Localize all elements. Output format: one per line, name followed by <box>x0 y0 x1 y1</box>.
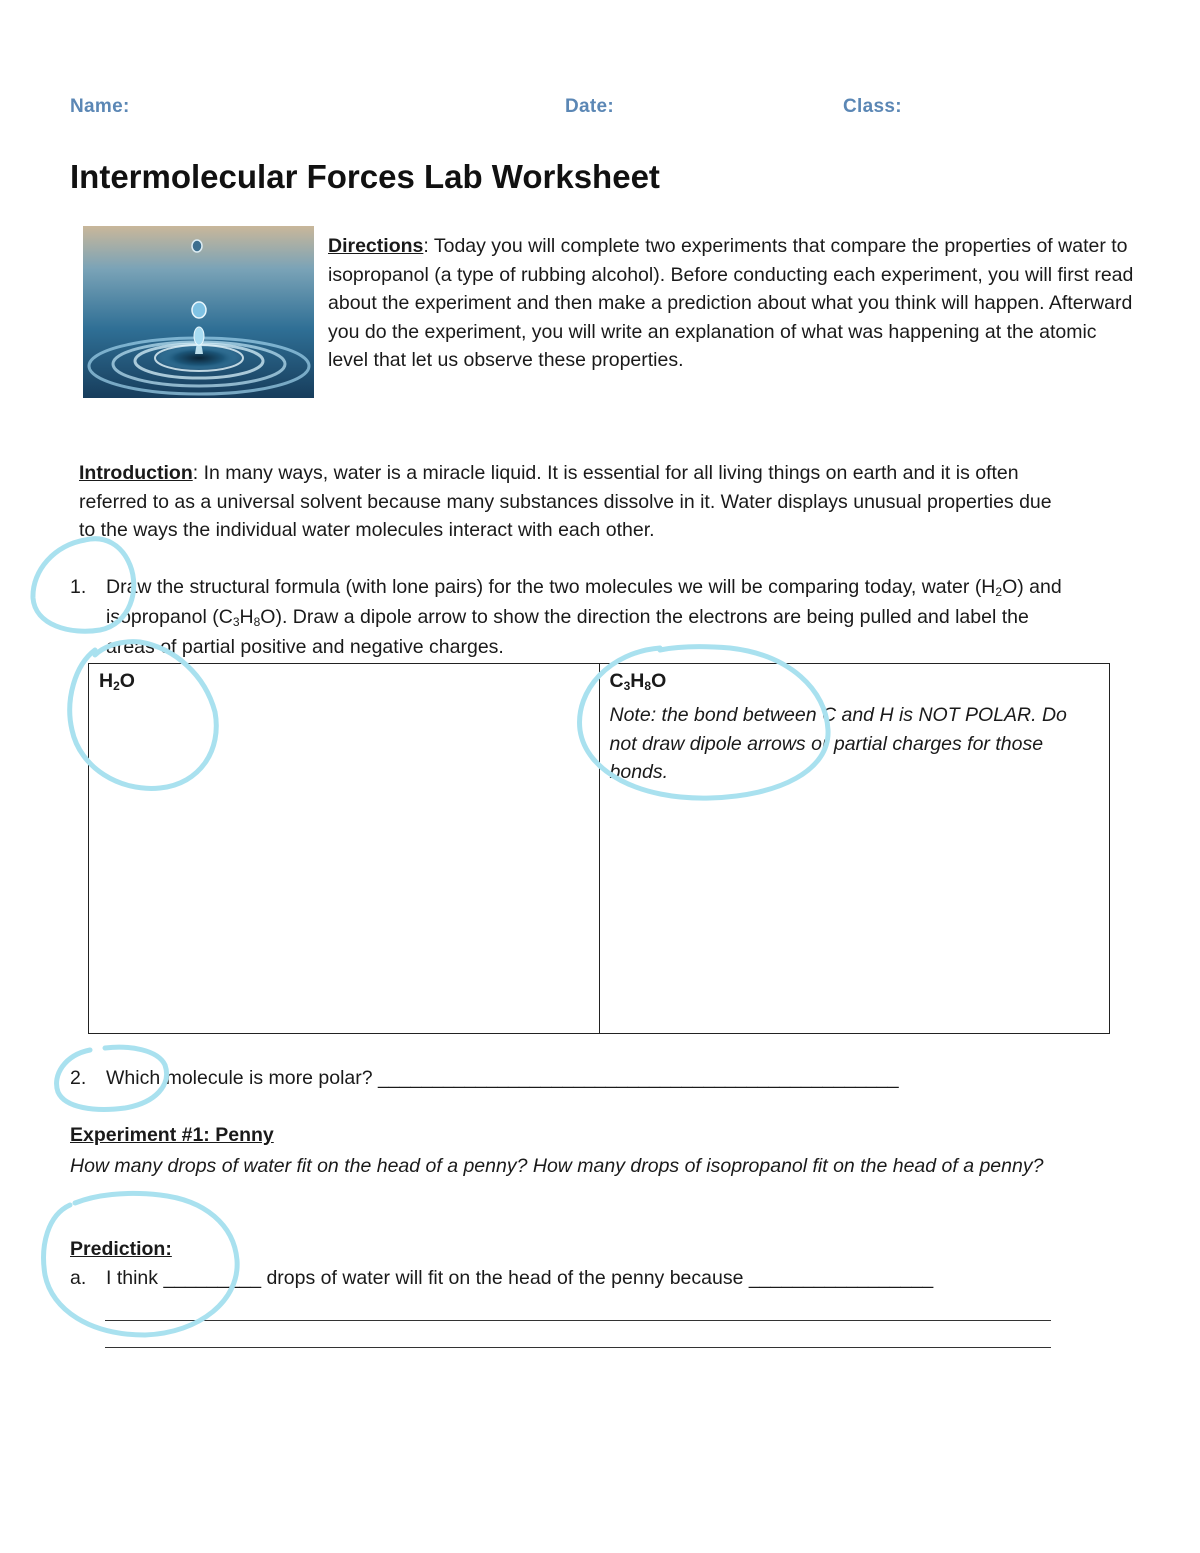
experiment-1-question: How many drops of water fit on the head of a penny? How many drops of isopropanol fit on the head of a penny? <box>70 1155 1044 1177</box>
water-formula-heading: $H_2O$ <box>99 670 135 693</box>
structure-drawing-table <box>88 663 1110 1034</box>
directions-paragraph <box>328 232 1136 375</box>
answer-blank-line[interactable] <box>105 1347 1051 1348</box>
water-drop-photo <box>83 226 314 398</box>
isopropanol-drawing-cell[interactable] <box>599 664 1110 1033</box>
question-1-number: 1. <box>70 576 87 598</box>
q1-sub-3: 3 <box>232 615 240 629</box>
q1-text-a: Draw the structural formula (with lone pairs) for the two molecules we will be comparing today, water (H <box>106 576 996 598</box>
introduction-text: : In many ways, water is a miracle liquid. It is essential for all living things on earth and it is often referred to as a universal solvent because many substances dissolve in it. Water displays unusual properties due to the ways the individual water molecules interact with each other. <box>79 462 1052 541</box>
prediction-item-label: a. <box>70 1267 87 1289</box>
answer-blank-line[interactable] <box>105 1320 1051 1321</box>
annotation-circle <box>44 1193 238 1335</box>
q1-text-d: O). Draw a dipole arrow to show the direction the electrons are being pulled and label the areas of partial positive and negative charges. <box>106 606 1029 658</box>
water-drawing-cell[interactable] <box>89 664 599 1033</box>
worksheet-title: Intermolecular Forces Lab Worksheet <box>70 158 660 195</box>
isopropanol-formula-heading: $C_3H_8O$ <box>609 670 667 693</box>
question-2-number: 2. <box>70 1067 87 1089</box>
q1-sub-2: 2 <box>995 585 1003 599</box>
experiment-1-heading: Experiment #1: Penny <box>70 1124 274 1146</box>
introduction-paragraph <box>79 459 1069 545</box>
q1-text-c: H <box>239 606 254 628</box>
question-1-text <box>106 575 1066 660</box>
q1-sub-8: 8 <box>253 615 261 629</box>
class-label: Class: <box>843 96 902 117</box>
question-2-text[interactable]: Which molecule is more polar? ________________________________________________ <box>106 1067 899 1089</box>
directions-heading: Directions <box>328 235 424 257</box>
q1-text-b: O) and isopropanol (C <box>106 576 1062 628</box>
date-label: Date: <box>565 96 615 117</box>
prediction-heading: Prediction: <box>70 1238 172 1260</box>
prediction-item-text[interactable]: I think _________ drops of water will fit on the head of the penny because _________________ <box>106 1267 934 1289</box>
introduction-heading: Introduction <box>79 462 193 484</box>
directions-text: : Today you will complete two experiments that compare the properties of water to isopropanol (a type of rubbing alcohol). Before conducting each experiment, you will first read about the experiment and then make a prediction about what you think will happen. Afterward you do the experiment, you will write an explanation of what was happening at the atomic level that let us observe these properties. <box>328 235 1134 371</box>
isopropanol-note: Note: the bond between C and H is NOT POLAR. Do not draw dipole arrows or partial charges for those bonds. <box>609 704 1067 783</box>
name-label: Name: <box>70 96 130 117</box>
